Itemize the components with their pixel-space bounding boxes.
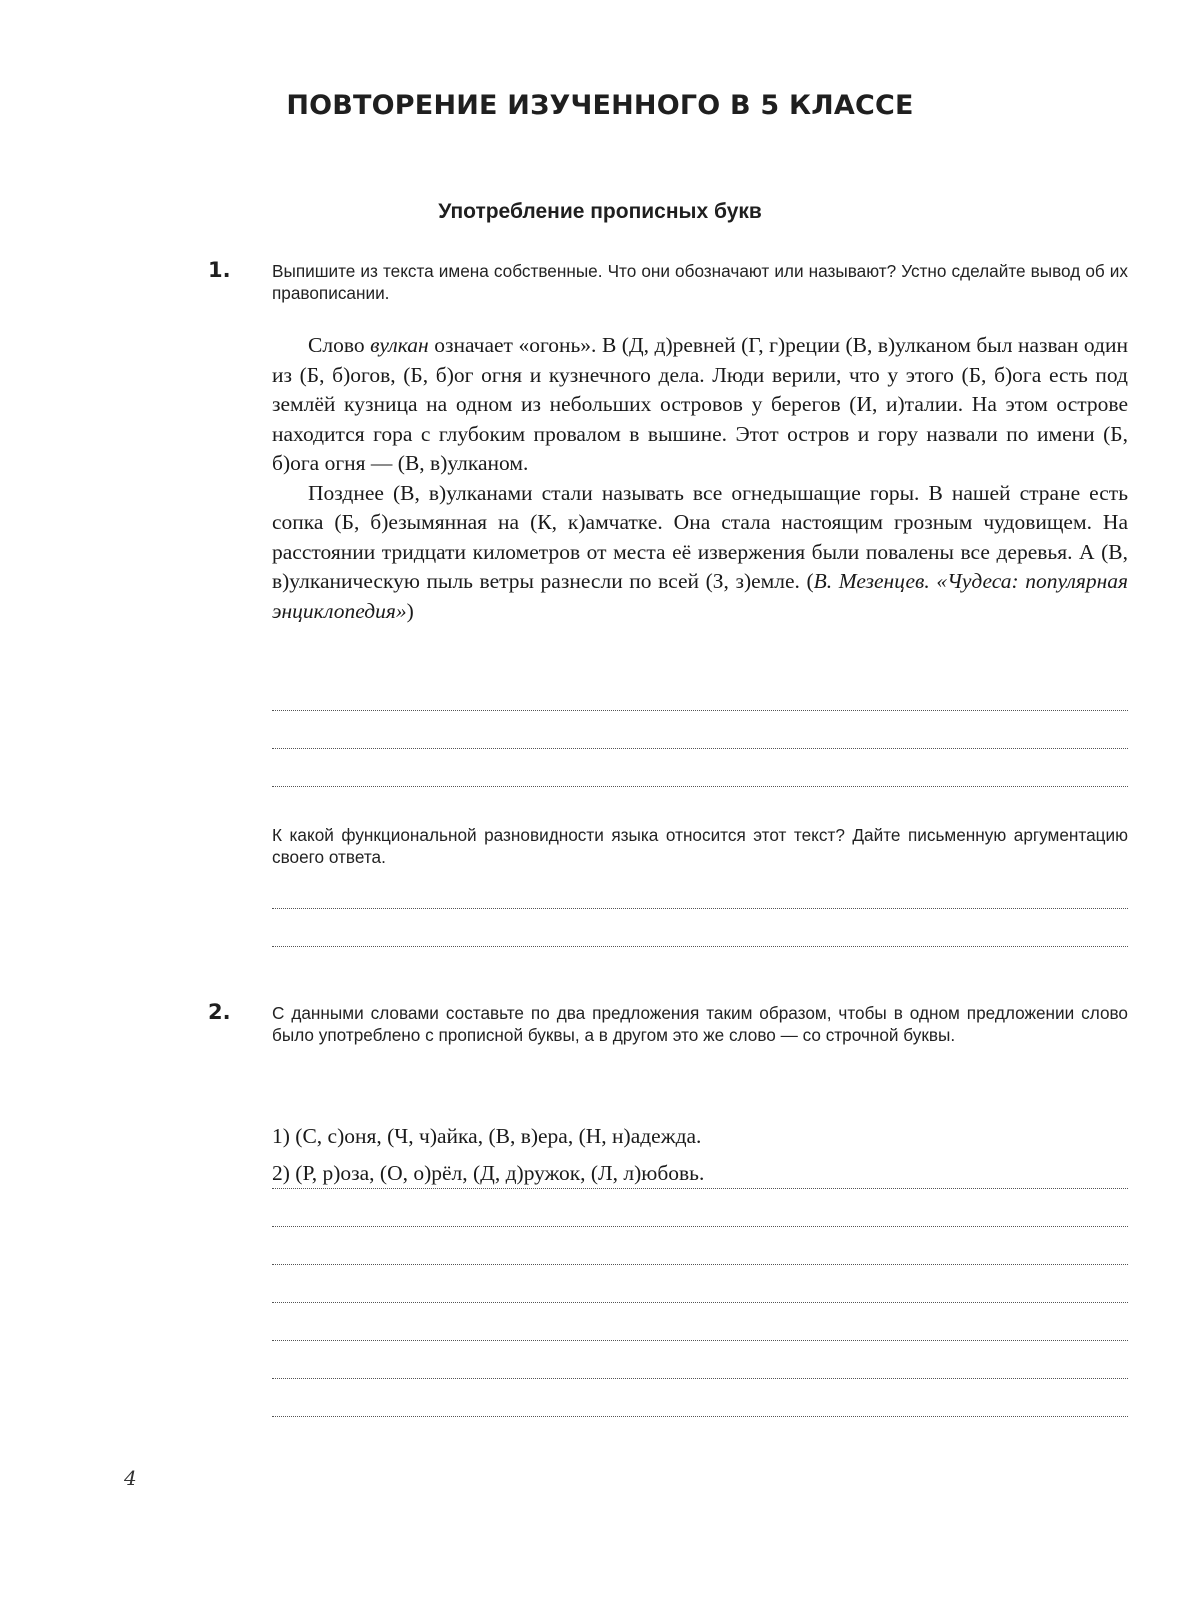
answer-line[interactable] — [272, 786, 1128, 787]
answer-line[interactable] — [272, 710, 1128, 711]
citation: В. Мезенцев. «Чудеса: популярная энциклопедия» — [272, 569, 1129, 623]
page-title: ПОВТОРЕНИЕ ИЗУЧЕННОГО В 5 КЛАССЕ — [286, 90, 914, 121]
answer-line[interactable] — [272, 748, 1128, 749]
paragraph-1-rest: означает «огонь». В (Д, д)ревней (Г, г)реции (В, в)улканом был назван один из (Б, б)огов, (Б, б)ог огня и кузнечного дела. Люди верили, что у этого (Б, б)ога есть под землёй кузница на одном из небольших островов у берегов (И, и)талии. На этом острове находится гора с глубоким провалом в вышине. Этот остров и гору назвали по имени (Б, б)ога огня — (В, в)улканом. — [272, 333, 1128, 475]
answer-line[interactable] — [272, 1340, 1128, 1341]
answer-line[interactable] — [272, 1188, 1128, 1189]
task-2-instruction: С данными словами составьте по два предложения таким образом, чтобы в одном предложении слово было употреблено с прописной буквы, а в другом это же слово — со строчной буквы. — [272, 1003, 1128, 1045]
text-paragraph-2 — [272, 479, 1128, 627]
task-1-instruction: Выпишите из текста имена собственные. Что они обозначают или называют? Устно сделайте вывод об их правописании. — [272, 261, 1128, 303]
answer-line[interactable] — [272, 946, 1128, 947]
task-1-number: 1. — [208, 258, 231, 282]
section-title: Употребление прописных букв — [438, 200, 762, 223]
answer-line[interactable] — [272, 1264, 1128, 1265]
page-number: 4 — [124, 1466, 137, 1490]
answer-line[interactable] — [272, 908, 1128, 909]
answer-line[interactable] — [272, 1302, 1128, 1303]
task-2-items — [272, 1118, 1128, 1192]
task-1-question: К какой функциональной разновидности языка относится этот текст? Дайте письменную аргументацию своего ответа. — [272, 825, 1128, 867]
task-1-text — [272, 331, 1128, 626]
answer-line[interactable] — [272, 1378, 1128, 1379]
task-2-item-2: 2) (Р, р)оза, (О, о)рёл, (Д, д)ружок, (Л, л)юбовь. — [272, 1161, 705, 1185]
answer-line[interactable] — [272, 1226, 1128, 1227]
citation-closing: ) — [406, 598, 414, 623]
text-paragraph-1 — [272, 331, 1128, 479]
paragraph-2-body: Позднее (В, в)улканами стали называть все огнедышащие горы. В нашей стране есть сопка (Б, б)езымянная на (К, к)амчатке. Она стала настоящим грозным чудовищем. На расстоянии тридцати километров от места её извержения были повалены все деревья. А (В, в)улканическую пыль ветры разнесли по всей (З, з)емле. ( — [272, 480, 1128, 593]
answer-line[interactable] — [272, 1416, 1128, 1417]
task-2-number: 2. — [208, 1000, 231, 1024]
paragraph-1-start: Слово — [308, 333, 371, 357]
task-2-item-1: 1) (С, с)оня, (Ч, ч)айка, (В, в)ера, (Н, н)адежда. — [272, 1124, 702, 1148]
italic-word-vulkan: вулкан — [370, 333, 429, 357]
